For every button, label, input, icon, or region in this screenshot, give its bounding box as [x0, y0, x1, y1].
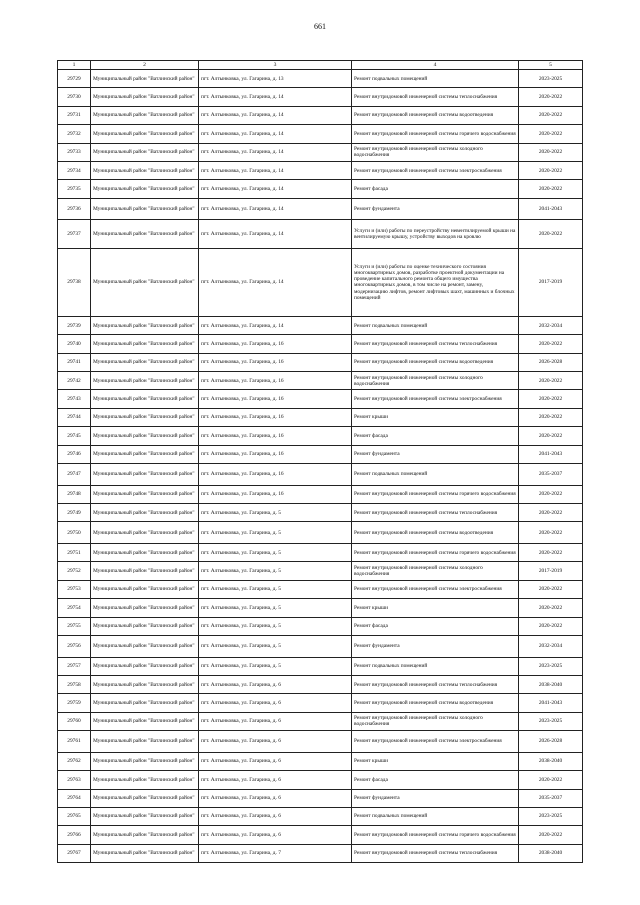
row-number: 29743: [58, 390, 91, 408]
work-type-cell: Ремонт внутридомовой инженерной системы холодного водоснабжения: [352, 562, 519, 580]
municipality-cell: Муниципальный район "Ватлинский район": [91, 807, 199, 825]
period-cell: 2020-2022: [519, 106, 583, 124]
address-cell: пгт. Алтынковка, ул. Гагарина, д. 5: [199, 657, 352, 675]
address-cell: пгт. Алтынковка, ул. Гагарина, д. 14: [199, 161, 352, 179]
table-row: [58, 390, 583, 408]
row-number: 29763: [58, 771, 91, 789]
row-number: 29760: [58, 712, 91, 730]
municipality-cell: Муниципальный район "Ватлинский район": [91, 335, 199, 353]
table-row: [58, 844, 583, 862]
municipality-cell: Муниципальный район "Ватлинский район": [91, 562, 199, 580]
column-header-2: 2: [91, 61, 199, 70]
table-row: [58, 464, 583, 486]
row-number: 29732: [58, 125, 91, 143]
work-type-cell: Ремонт внутридомовой инженерной системы холодного водоснабжения: [352, 712, 519, 730]
municipality-cell: Муниципальный район "Ватлинский район": [91, 88, 199, 106]
work-type-cell: Ремонт внутридомовой инженерной системы теплоснабжения: [352, 335, 519, 353]
table-row: [58, 427, 583, 445]
work-type-cell: Ремонт внутридомовой инженерной системы водоотведения: [352, 522, 519, 544]
address-cell: пгт. Алтынковка, ул. Гагарина, д. 16: [199, 353, 352, 371]
row-number: 29767: [58, 844, 91, 862]
table-body: [58, 70, 583, 863]
column-header-1: 1: [58, 61, 91, 70]
municipality-cell: Муниципальный район "Ватлинский район": [91, 125, 199, 143]
municipality-cell: Муниципальный район "Ватлинский район": [91, 731, 199, 753]
work-type-cell: Ремонт внутридомовой инженерной системы водоотведения: [352, 694, 519, 712]
period-cell: 2020-2022: [519, 771, 583, 789]
period-cell: 2038-2040: [519, 675, 583, 693]
row-number: 29759: [58, 694, 91, 712]
address-cell: пгт. Алтынковка, ул. Гагарина, д. 6: [199, 694, 352, 712]
period-cell: 2020-2022: [519, 826, 583, 844]
work-type-cell: Ремонт внутридомовой инженерной системы теплоснабжения: [352, 88, 519, 106]
period-cell: 2020-2022: [519, 180, 583, 198]
municipality-cell: Муниципальный район "Ватлинский район": [91, 752, 199, 770]
work-type-cell: Услуги и (или) работы по переустройству невентилируемой крыши на вентилируемую крышу, устройству выходов на кровлю: [352, 220, 519, 249]
period-cell: 2020-2022: [519, 390, 583, 408]
municipality-cell: Муниципальный район "Ватлинский район": [91, 161, 199, 179]
work-type-cell: Ремонт подвальных помещений: [352, 807, 519, 825]
column-header-5: 5: [519, 61, 583, 70]
table-row: [58, 544, 583, 562]
municipality-cell: Муниципальный район "Ватлинский район": [91, 694, 199, 712]
row-number: 29742: [58, 372, 91, 390]
work-type-cell: Ремонт внутридомовой инженерной системы горячего водоснабжения: [352, 544, 519, 562]
address-cell: пгт. Алтынковка, ул. Гагарина, д. 5: [199, 562, 352, 580]
period-cell: 2023-2025: [519, 70, 583, 88]
table-row: [58, 335, 583, 353]
period-cell: 2020-2022: [519, 544, 583, 562]
table-row: [58, 694, 583, 712]
work-type-cell: Ремонт крыши: [352, 408, 519, 426]
address-cell: пгт. Алтынковка, ул. Гагарина, д. 6: [199, 789, 352, 807]
municipality-cell: Муниципальный район "Ватлинский район": [91, 657, 199, 675]
address-cell: пгт. Алтынковка, ул. Гагарина, д. 6: [199, 731, 352, 753]
work-type-cell: Ремонт внутридомовой инженерной системы теплоснабжения: [352, 675, 519, 693]
table-row: [58, 826, 583, 844]
period-cell: 2032-2034: [519, 635, 583, 657]
work-type-cell: Ремонт фундамента: [352, 445, 519, 463]
work-type-cell: Ремонт внутридомовой инженерной системы электроснабжения: [352, 390, 519, 408]
municipality-cell: Муниципальный район "Ватлинский район": [91, 599, 199, 617]
period-cell: 2026-2028: [519, 353, 583, 371]
period-cell: 2035-2037: [519, 464, 583, 486]
period-cell: 2020-2022: [519, 408, 583, 426]
municipality-cell: Муниципальный район "Ватлинский район": [91, 844, 199, 862]
period-cell: 2017-2019: [519, 248, 583, 316]
row-number: 29734: [58, 161, 91, 179]
address-cell: пгт. Алтынковка, ул. Гагарина, д. 13: [199, 70, 352, 88]
address-cell: пгт. Алтынковка, ул. Гагарина, д. 16: [199, 408, 352, 426]
municipality-cell: Муниципальный район "Ватлинский район": [91, 353, 199, 371]
row-number: 29745: [58, 427, 91, 445]
address-cell: пгт. Алтынковка, ул. Гагарина, д. 6: [199, 712, 352, 730]
municipality-cell: Муниципальный район "Ватлинский район": [91, 771, 199, 789]
table-row: [58, 635, 583, 657]
address-cell: пгт. Алтынковка, ул. Гагарина, д. 14: [199, 248, 352, 316]
table-row: [58, 372, 583, 390]
municipality-cell: Муниципальный район "Ватлинский район": [91, 106, 199, 124]
period-cell: 2020-2022: [519, 335, 583, 353]
municipality-cell: Муниципальный район "Ватлинский район": [91, 675, 199, 693]
municipality-cell: Муниципальный район "Ватлинский район": [91, 635, 199, 657]
work-type-cell: Ремонт внутридомовой инженерной системы электроснабжения: [352, 731, 519, 753]
address-cell: пгт. Алтынковка, ул. Гагарина, д. 14: [199, 125, 352, 143]
period-cell: 2023-2025: [519, 712, 583, 730]
municipality-cell: Муниципальный район "Ватлинский район": [91, 408, 199, 426]
period-cell: 2020-2022: [519, 599, 583, 617]
address-cell: пгт. Алтынковка, ул. Гагарина, д. 6: [199, 826, 352, 844]
municipality-cell: Муниципальный район "Ватлинский район": [91, 544, 199, 562]
period-cell: 2020-2022: [519, 580, 583, 598]
row-number: 29733: [58, 143, 91, 161]
address-cell: пгт. Алтынковка, ул. Гагарина, д. 16: [199, 335, 352, 353]
table-row: [58, 504, 583, 522]
period-cell: 2020-2022: [519, 220, 583, 249]
address-cell: пгт. Алтынковка, ул. Гагарина, д. 6: [199, 807, 352, 825]
municipality-cell: Муниципальный район "Ватлинский район": [91, 580, 199, 598]
table-row: [58, 675, 583, 693]
row-number: 29766: [58, 826, 91, 844]
period-cell: 2026-2028: [519, 731, 583, 753]
period-cell: 2017-2019: [519, 562, 583, 580]
work-type-cell: Ремонт внутридомовой инженерной системы водоотведения: [352, 353, 519, 371]
table-row: [58, 752, 583, 770]
row-number: 29753: [58, 580, 91, 598]
work-type-cell: Ремонт фундамента: [352, 789, 519, 807]
work-type-cell: Ремонт внутридомовой инженерной системы холодного водоснабжения: [352, 372, 519, 390]
municipality-cell: Муниципальный район "Ватлинский район": [91, 70, 199, 88]
address-cell: пгт. Алтынковка, ул. Гагарина, д. 14: [199, 106, 352, 124]
column-header-4: 4: [352, 61, 519, 70]
row-number: 29755: [58, 617, 91, 635]
work-type-cell: Ремонт подвальных помещений: [352, 70, 519, 88]
address-cell: пгт. Алтынковка, ул. Гагарина, д. 6: [199, 771, 352, 789]
work-type-cell: Ремонт внутридомовой инженерной системы электроснабжения: [352, 161, 519, 179]
period-cell: 2023-2025: [519, 657, 583, 675]
address-cell: пгт. Алтынковка, ул. Гагарина, д. 5: [199, 522, 352, 544]
work-type-cell: Ремонт фасада: [352, 180, 519, 198]
address-cell: пгт. Алтынковка, ул. Гагарина, д. 14: [199, 143, 352, 161]
table-row: [58, 70, 583, 88]
municipality-cell: Муниципальный район "Ватлинский район": [91, 143, 199, 161]
column-header-3: 3: [199, 61, 352, 70]
work-type-cell: Ремонт внутридомовой инженерной системы горячего водоснабжения: [352, 826, 519, 844]
municipality-cell: Муниципальный район "Ватлинский район": [91, 617, 199, 635]
row-number: 29731: [58, 106, 91, 124]
municipality-cell: Муниципальный район "Ватлинский район": [91, 789, 199, 807]
municipality-cell: Муниципальный район "Ватлинский район": [91, 372, 199, 390]
municipality-cell: Муниципальный район "Ватлинский район": [91, 826, 199, 844]
row-number: 29748: [58, 485, 91, 503]
table-row: [58, 617, 583, 635]
address-cell: пгт. Алтынковка, ул. Гагарина, д. 14: [199, 180, 352, 198]
address-cell: пгт. Алтынковка, ул. Гагарина, д. 14: [199, 198, 352, 220]
row-number: 29739: [58, 316, 91, 334]
repair-schedule-table: [57, 60, 583, 863]
row-number: 29752: [58, 562, 91, 580]
row-number: 29758: [58, 675, 91, 693]
municipality-cell: Муниципальный район "Ватлинский район": [91, 427, 199, 445]
row-number: 29744: [58, 408, 91, 426]
address-cell: пгт. Алтынковка, ул. Гагарина, д. 6: [199, 752, 352, 770]
period-cell: 2020-2022: [519, 125, 583, 143]
address-cell: пгт. Алтынковка, ул. Гагарина, д. 5: [199, 635, 352, 657]
row-number: 29750: [58, 522, 91, 544]
address-cell: пгт. Алтынковка, ул. Гагарина, д. 5: [199, 544, 352, 562]
table-row: [58, 485, 583, 503]
table-row: [58, 731, 583, 753]
address-cell: пгт. Алтынковка, ул. Гагарина, д. 16: [199, 372, 352, 390]
row-number: 29749: [58, 504, 91, 522]
table-row: [58, 657, 583, 675]
work-type-cell: Ремонт подвальных помещений: [352, 316, 519, 334]
row-number: 29737: [58, 220, 91, 249]
row-number: 29729: [58, 70, 91, 88]
period-cell: 2020-2022: [519, 504, 583, 522]
table-row: [58, 106, 583, 124]
row-number: 29756: [58, 635, 91, 657]
work-type-cell: Ремонт внутридомовой инженерной системы горячего водоснабжения: [352, 125, 519, 143]
address-cell: пгт. Алтынковка, ул. Гагарина, д. 5: [199, 580, 352, 598]
work-type-cell: Услуги и (или) работы по оценке технического состояния многоквартирных домов, разработке проектной документации на проведение капитального ремонта общего имущества многоквартирных домов, в том числе на ремонт, замену, модернизацию лифтов, ремонт лифтовых шахт, машинных и блочных помещений: [352, 248, 519, 316]
row-number: 29761: [58, 731, 91, 753]
table-row: [58, 316, 583, 334]
header-row: [58, 61, 583, 70]
work-type-cell: Ремонт внутридомовой инженерной системы теплоснабжения: [352, 504, 519, 522]
address-cell: пгт. Алтынковка, ул. Гагарина, д. 7: [199, 844, 352, 862]
address-cell: пгт. Алтынковка, ул. Гагарина, д. 5: [199, 599, 352, 617]
work-type-cell: Ремонт крыши: [352, 599, 519, 617]
table-row: [58, 580, 583, 598]
address-cell: пгт. Алтынковка, ул. Гагарина, д. 5: [199, 504, 352, 522]
address-cell: пгт. Алтынковка, ул. Гагарина, д. 16: [199, 445, 352, 463]
row-number: 29754: [58, 599, 91, 617]
work-type-cell: Ремонт внутридомовой инженерной системы электроснабжения: [352, 580, 519, 598]
municipality-cell: Муниципальный район "Ватлинский район": [91, 504, 199, 522]
period-cell: 2020-2022: [519, 485, 583, 503]
row-number: 29757: [58, 657, 91, 675]
work-type-cell: Ремонт внутридомовой инженерной системы горячего водоснабжения: [352, 485, 519, 503]
period-cell: 2020-2022: [519, 522, 583, 544]
row-number: 29764: [58, 789, 91, 807]
period-cell: 2041-2043: [519, 694, 583, 712]
work-type-cell: Ремонт внутридомовой инженерной системы холодного водоснабжения: [352, 143, 519, 161]
period-cell: 2020-2022: [519, 161, 583, 179]
address-cell: пгт. Алтынковка, ул. Гагарина, д. 16: [199, 390, 352, 408]
table-row: [58, 599, 583, 617]
table-row: [58, 353, 583, 371]
address-cell: пгт. Алтынковка, ул. Гагарина, д. 6: [199, 675, 352, 693]
table-row: [58, 180, 583, 198]
row-number: 29730: [58, 88, 91, 106]
period-cell: 2023-2025: [519, 807, 583, 825]
municipality-cell: Муниципальный район "Ватлинский район": [91, 390, 199, 408]
period-cell: 2038-2040: [519, 844, 583, 862]
period-cell: 2041-2043: [519, 445, 583, 463]
table-row: [58, 161, 583, 179]
period-cell: 2020-2022: [519, 88, 583, 106]
table-row: [58, 220, 583, 249]
municipality-cell: Муниципальный район "Ватлинский район": [91, 712, 199, 730]
address-cell: пгт. Алтынковка, ул. Гагарина, д. 16: [199, 427, 352, 445]
work-type-cell: Ремонт фундамента: [352, 635, 519, 657]
table-row: [58, 408, 583, 426]
address-cell: пгт. Алтынковка, ул. Гагарина, д. 5: [199, 617, 352, 635]
row-number: 29765: [58, 807, 91, 825]
municipality-cell: Муниципальный район "Ватлинский район": [91, 485, 199, 503]
municipality-cell: Муниципальный район "Ватлинский район": [91, 445, 199, 463]
row-number: 29747: [58, 464, 91, 486]
table-row: [58, 789, 583, 807]
period-cell: 2020-2022: [519, 143, 583, 161]
period-cell: 2041-2043: [519, 198, 583, 220]
table-header: [58, 61, 583, 70]
table-row: [58, 522, 583, 544]
municipality-cell: Муниципальный район "Ватлинский район": [91, 522, 199, 544]
municipality-cell: Муниципальный район "Ватлинский район": [91, 198, 199, 220]
table-row: [58, 445, 583, 463]
period-cell: 2020-2022: [519, 427, 583, 445]
address-cell: пгт. Алтынковка, ул. Гагарина, д. 14: [199, 220, 352, 249]
municipality-cell: Муниципальный район "Ватлинский район": [91, 220, 199, 249]
row-number: 29746: [58, 445, 91, 463]
table-row: [58, 562, 583, 580]
work-type-cell: Ремонт фасада: [352, 427, 519, 445]
table-row: [58, 198, 583, 220]
period-cell: 2020-2022: [519, 372, 583, 390]
table-row: [58, 248, 583, 316]
work-type-cell: Ремонт фундамента: [352, 198, 519, 220]
work-type-cell: Ремонт фасада: [352, 771, 519, 789]
row-number: 29762: [58, 752, 91, 770]
table-row: [58, 807, 583, 825]
table-row: [58, 143, 583, 161]
period-cell: 2035-2037: [519, 789, 583, 807]
row-number: 29751: [58, 544, 91, 562]
period-cell: 2032-2034: [519, 316, 583, 334]
row-number: 29741: [58, 353, 91, 371]
address-cell: пгт. Алтынковка, ул. Гагарина, д. 14: [199, 316, 352, 334]
period-cell: 2020-2022: [519, 617, 583, 635]
row-number: 29740: [58, 335, 91, 353]
municipality-cell: Муниципальный район "Ватлинский район": [91, 180, 199, 198]
municipality-cell: Муниципальный район "Ватлинский район": [91, 248, 199, 316]
page-number: 661: [314, 22, 326, 31]
work-type-cell: Ремонт крыши: [352, 752, 519, 770]
work-type-cell: Ремонт внутридомовой инженерной системы водоотведения: [352, 106, 519, 124]
work-type-cell: Ремонт подвальных помещений: [352, 657, 519, 675]
municipality-cell: Муниципальный район "Ватлинский район": [91, 464, 199, 486]
work-type-cell: Ремонт фасада: [352, 617, 519, 635]
table-row: [58, 125, 583, 143]
work-type-cell: Ремонт внутридомовой инженерной системы теплоснабжения: [352, 844, 519, 862]
table-row: [58, 712, 583, 730]
work-type-cell: Ремонт подвальных помещений: [352, 464, 519, 486]
address-cell: пгт. Алтынковка, ул. Гагарина, д. 14: [199, 88, 352, 106]
period-cell: 2038-2040: [519, 752, 583, 770]
table-row: [58, 771, 583, 789]
municipality-cell: Муниципальный район "Ватлинский район": [91, 316, 199, 334]
row-number: 29736: [58, 198, 91, 220]
table-row: [58, 88, 583, 106]
address-cell: пгт. Алтынковка, ул. Гагарина, д. 16: [199, 464, 352, 486]
row-number: 29735: [58, 180, 91, 198]
row-number: 29738: [58, 248, 91, 316]
address-cell: пгт. Алтынковка, ул. Гагарина, д. 16: [199, 485, 352, 503]
